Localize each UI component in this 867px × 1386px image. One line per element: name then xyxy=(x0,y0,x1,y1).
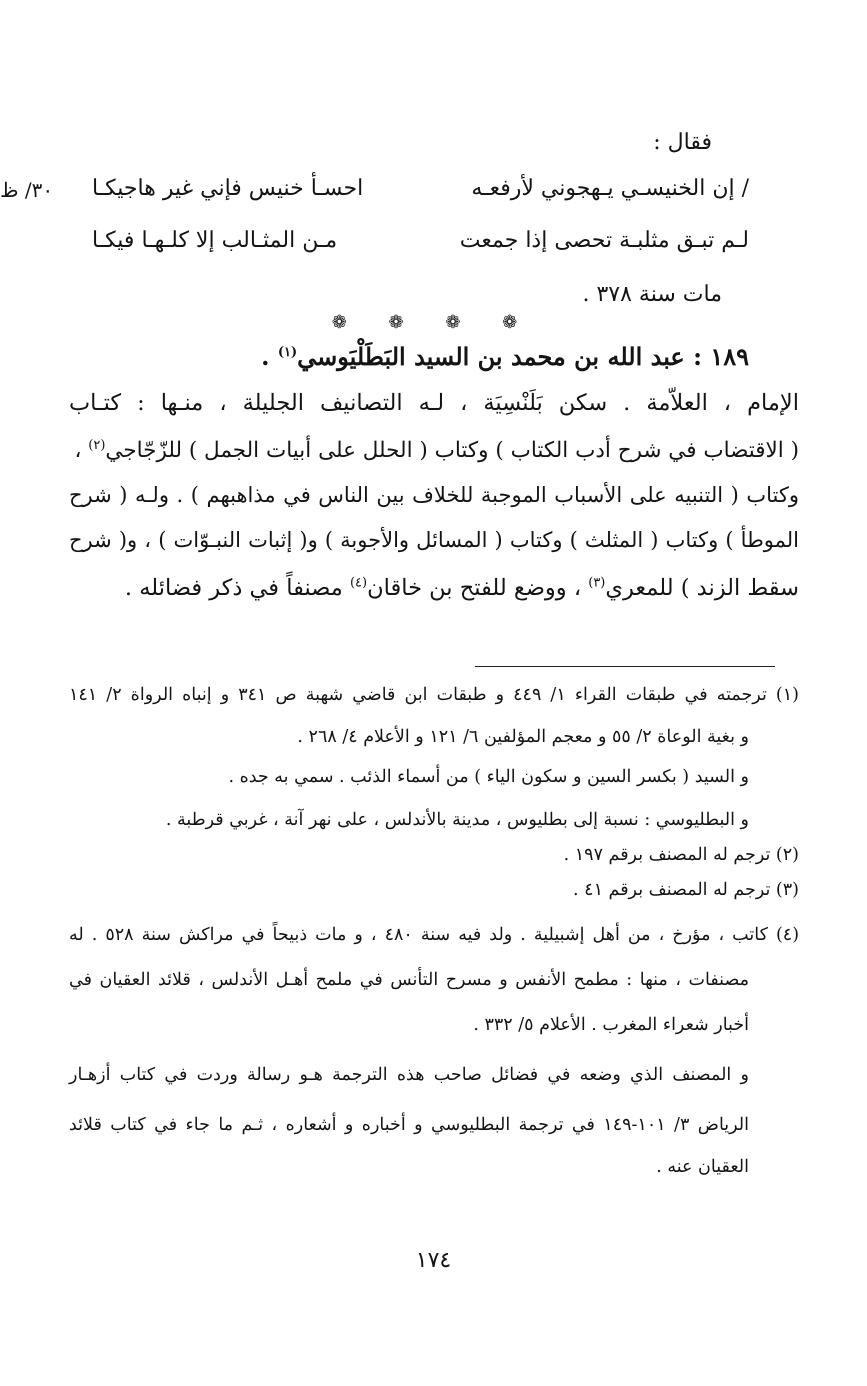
footnote-4-continued: الرياض ٣/ ١٠١-١٤٩ في ترجمة البطليوسي و أخباره و أشعاره ، ثـم ما جاء في كتاب قلائد xyxy=(69,1115,749,1135)
footnote-4-continued: العقيان عنه . xyxy=(656,1157,749,1177)
footnote-ref: (٢) xyxy=(88,438,106,453)
verse-line xyxy=(92,228,749,262)
footnote-1-continued: و بغية الوعاة ٢/ ٥٥ و معجم المؤلفين ٦/ ١٢١ و الأعلام ٤/ ٢٦٨ . xyxy=(297,727,749,747)
verse-second-hemistich: احسـأ خنيس فإني غير هاجيكـا xyxy=(92,176,364,201)
entry-heading xyxy=(261,342,749,371)
verse-first-hemistich: / إن الخنيسـي يـهجوني لأرفعـه xyxy=(471,176,749,201)
section-ornament: ❁ ❁ ❁ ❁ xyxy=(331,312,536,333)
footnote-4-continued: و المصنف الذي وضعه في فضائل صاحب هذه الترجمة هـو رسالة وردت في كتاب أزهـار xyxy=(69,1065,749,1085)
body-paragraph-line xyxy=(69,438,799,463)
footnote-ref: (١) xyxy=(277,345,298,360)
death-year-line: مات سنة ٣٧٨ . xyxy=(582,282,722,307)
footnote-1-continued: و السيد ( بكسر السين و سكون الياء ) من أسماء الذئب . سمي به جده . xyxy=(228,767,749,787)
footnote-4-continued: مصنفات ، منها : مطمح الأنفس و مسرح التأنس في ملمح أهـل الأندلس ، قلائد العقيان في xyxy=(69,970,749,990)
manuscript-folio-note: ٣٠/ ظ xyxy=(0,178,54,202)
footnote-ref: (٤) xyxy=(349,575,368,591)
body-text: سقط الزند ) للمعري xyxy=(605,575,799,601)
body-text: مصنفاً في ذكر فضائله . xyxy=(124,575,350,601)
footnote-3: (٣) ترجم له المصنف برقم ٤١ . xyxy=(573,880,799,900)
footnote-ref: (٣) xyxy=(588,575,606,591)
footnote-separator xyxy=(475,666,775,667)
footnote-2: (٢) ترجم له المصنف برقم ١٩٧ . xyxy=(563,845,799,865)
footnote-1: (١) ترجمته في طبقات القراء ١/ ٤٤٩ و طبقات ابن قاضي شهبة ص ٣٤١ و إنباه الرواة ٢/ ١٤١ xyxy=(69,685,799,705)
footnote-4-continued: أخبار شعراء المغرب . الأعلام ٥/ ٣٣٢ . xyxy=(473,1015,749,1035)
body-paragraph-line: الموطأ ) وكتاب ( المثلث ) وكتاب ( المسائل والأجوبة ) و( إثبات النبـوّات ) ، و( شرح xyxy=(69,528,799,552)
body-paragraph-line: وكتاب ( التنبيه على الأسباب الموجبة للخلاف بين الناس في مذاهبهم ) . ولـه ( شرح xyxy=(69,483,799,507)
page-number: ١٧٤ xyxy=(415,1248,452,1273)
body-text: ، ووضع للفتح بن خاقان xyxy=(367,575,589,601)
body-paragraph-line xyxy=(69,575,799,601)
entry-heading-text: ١٨٩ : عبد الله بن محمد بن السيد البَطَلْيَوسي xyxy=(297,342,749,371)
footnote-4: (٤) كاتب ، مؤرخ ، من أهل إشبيلية . ولد فيه سنة ٤٨٠ ، و مات ذبيحاً في مراكش سنة ٥٢٨ . له xyxy=(69,925,800,945)
body-text: ( الاقتضاب في شرح أدب الكتاب ) وكتاب ( الحلل على أبيات الجمل ) للزّجّاجي xyxy=(105,438,799,464)
footnote-1-continued: و البطليوسي : نسبة إلى بطليوس ، مدينة بالأندلس ، على نهر آنة ، غربي قرطبة . xyxy=(165,810,749,830)
verse-second-hemistich: مـن المثـالب إلا كلـهـا فيكـا xyxy=(92,228,338,253)
body-paragraph-line: الإمام ، العلاّمة . سكن بَلَنْسِيَة ، لـه التصانيف الجليلة ، منـها : كتـاب xyxy=(69,390,799,416)
poem-intro: فقال : xyxy=(653,130,712,155)
verse-first-hemistich: لـم تبـق مثلبـة تحصى إذا جمعت xyxy=(459,228,749,253)
body-text: ، xyxy=(74,438,89,464)
entry-heading-end: . xyxy=(261,342,278,371)
verse-line xyxy=(92,176,749,210)
